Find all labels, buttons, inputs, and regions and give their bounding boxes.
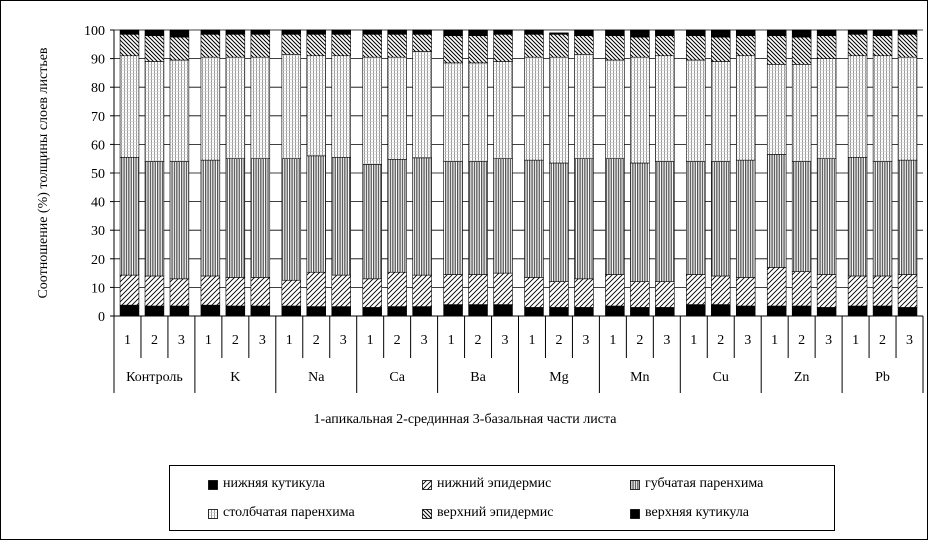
group-label: Mn xyxy=(630,370,650,385)
bar-segment-5 xyxy=(282,34,301,54)
sub-category-label: 2 xyxy=(150,333,158,348)
bar-segment-6 xyxy=(605,30,624,36)
bar-segment-5 xyxy=(170,37,189,60)
sub-category-label: 1 xyxy=(852,333,860,348)
bar-segment-4 xyxy=(201,57,220,160)
bar-segment-4 xyxy=(251,57,270,159)
bar-segment-5 xyxy=(550,34,569,57)
bar-segment-4 xyxy=(332,56,351,158)
bar-segment-6 xyxy=(494,30,513,34)
bar-segment-4 xyxy=(817,59,836,159)
bar-segment-2 xyxy=(574,279,593,308)
bar-segment-6 xyxy=(898,30,917,34)
stacked-bar-chart xyxy=(1,1,927,539)
bar-segment-6 xyxy=(145,30,164,36)
bar-segment-1 xyxy=(686,305,705,316)
bar-segment-5 xyxy=(686,36,705,60)
bar-segment-2 xyxy=(201,276,220,305)
sub-category-label: 3 xyxy=(906,333,914,348)
bar-segment-6 xyxy=(711,30,730,37)
bar-segment-3 xyxy=(736,160,755,277)
bar-segment-1 xyxy=(170,306,189,316)
bar-segment-3 xyxy=(307,156,326,272)
sub-category-label: 3 xyxy=(339,333,347,348)
bar-segment-4 xyxy=(711,61,730,161)
bar-segment-1 xyxy=(307,307,326,316)
bar-segment-3 xyxy=(630,163,649,282)
bar-segment-3 xyxy=(170,162,189,279)
y-axis-title: Соотношение (%) толщины слоев листьев xyxy=(36,47,51,299)
bar-segment-2 xyxy=(817,275,836,308)
legend-swatch xyxy=(422,480,432,490)
bar-segment-4 xyxy=(388,57,407,159)
bar-segment-4 xyxy=(282,54,301,158)
sub-category-label: 1 xyxy=(528,333,536,348)
bar-segment-5 xyxy=(792,37,811,64)
y-tick-label: 80 xyxy=(91,81,105,97)
bar-segment-1 xyxy=(792,306,811,316)
bar-segment-2 xyxy=(630,282,649,308)
bar-segment-1 xyxy=(145,306,164,316)
bar-segment-1 xyxy=(469,305,488,316)
bar-segment-4 xyxy=(145,61,164,161)
legend-label: верхний эпидермис xyxy=(437,505,554,520)
bar-segment-2 xyxy=(848,276,867,306)
bar-segment-6 xyxy=(574,30,593,36)
bar-segment-4 xyxy=(848,56,867,158)
bar-segment-2 xyxy=(792,272,811,306)
bar-segment-3 xyxy=(363,164,382,278)
bar-segment-3 xyxy=(251,159,270,278)
bar-segment-6 xyxy=(655,30,674,36)
sub-category-label: 3 xyxy=(420,333,428,348)
y-tick-label: 100 xyxy=(84,24,105,39)
legend-label: верхняя кутикула xyxy=(645,505,750,520)
y-tick-label: 50 xyxy=(91,167,105,182)
bar-segment-4 xyxy=(494,61,513,158)
bar-segment-3 xyxy=(444,162,463,275)
bar-segment-5 xyxy=(251,34,270,57)
sub-category-label: 2 xyxy=(879,333,887,348)
group-label: Zn xyxy=(793,370,810,385)
bar-segment-1 xyxy=(550,307,569,316)
bar-segment-4 xyxy=(550,57,569,163)
bar-segment-3 xyxy=(388,159,407,272)
bar-segment-3 xyxy=(550,163,569,282)
group-label: Pb xyxy=(875,370,890,385)
bar-segment-5 xyxy=(873,36,892,56)
bar-segment-1 xyxy=(848,306,867,316)
bar-segment-1 xyxy=(363,307,382,316)
bar-segment-2 xyxy=(363,279,382,308)
bar-segment-1 xyxy=(413,307,432,316)
bar-segment-5 xyxy=(120,34,139,55)
legend-swatch xyxy=(422,509,432,519)
bar-segment-2 xyxy=(444,275,463,305)
bar-segment-1 xyxy=(388,307,407,316)
legend-label: столбчатая паренхима xyxy=(223,505,355,520)
bar-segment-6 xyxy=(413,30,432,34)
bar-segment-4 xyxy=(873,56,892,162)
bar-segment-1 xyxy=(494,305,513,316)
bar-segment-3 xyxy=(413,158,432,275)
sub-category-label: 3 xyxy=(258,333,266,348)
bar-segment-6 xyxy=(817,30,836,36)
bar-segment-4 xyxy=(574,54,593,158)
bar-segment-1 xyxy=(574,307,593,316)
bar-segment-4 xyxy=(170,60,189,162)
bar-segment-1 xyxy=(444,305,463,316)
bar-segment-3 xyxy=(655,162,674,282)
y-tick-label: 40 xyxy=(91,195,105,211)
bar-segment-6 xyxy=(767,30,786,36)
group-label: Na xyxy=(308,370,325,385)
y-tick-label: 90 xyxy=(91,52,105,68)
bar-segment-6 xyxy=(550,33,569,34)
sub-category-label: 2 xyxy=(474,333,482,348)
bar-segment-5 xyxy=(388,34,407,57)
y-tick-label: 30 xyxy=(91,224,105,240)
bar-segment-4 xyxy=(630,57,649,163)
bar-segment-4 xyxy=(307,56,326,156)
bar-segment-4 xyxy=(686,60,705,162)
bar-segment-5 xyxy=(363,34,382,57)
bar-segment-6 xyxy=(170,30,189,37)
bar-segment-1 xyxy=(605,306,624,316)
bar-segment-5 xyxy=(574,36,593,55)
bar-segment-2 xyxy=(711,276,730,305)
y-tick-labels xyxy=(84,24,114,325)
bar-segment-1 xyxy=(898,307,917,316)
bar-segment-5 xyxy=(201,34,220,57)
bar-segment-2 xyxy=(251,277,270,306)
bar-segment-6 xyxy=(332,30,351,34)
bar-segment-6 xyxy=(792,30,811,37)
bar-segment-3 xyxy=(605,159,624,275)
sub-category-label: 3 xyxy=(744,333,752,348)
bar-segment-5 xyxy=(848,34,867,55)
bar-segment-1 xyxy=(226,306,245,316)
bar-segment-6 xyxy=(307,30,326,34)
bar-segment-4 xyxy=(120,56,139,158)
bar-segment-3 xyxy=(469,162,488,275)
bar-segment-2 xyxy=(388,272,407,306)
bar-segment-5 xyxy=(469,36,488,63)
bar-segment-6 xyxy=(282,30,301,34)
bar-segment-5 xyxy=(444,36,463,63)
sub-category-label: 2 xyxy=(555,333,563,348)
group-label: Ba xyxy=(470,370,486,385)
bar-segment-3 xyxy=(201,160,220,276)
bar-segment-2 xyxy=(605,275,624,306)
bar-segment-2 xyxy=(686,275,705,305)
bar-segment-4 xyxy=(792,64,811,161)
bar-segment-2 xyxy=(307,272,326,306)
bar-segment-5 xyxy=(736,36,755,56)
legend-swatch xyxy=(630,509,640,519)
bar-segment-5 xyxy=(817,36,836,59)
sub-category-label: 1 xyxy=(447,333,455,348)
bar-segment-2 xyxy=(282,280,301,306)
bar-segment-4 xyxy=(655,56,674,162)
sub-category-label: 2 xyxy=(393,333,401,348)
bar-segment-3 xyxy=(120,157,139,275)
bar-segment-3 xyxy=(494,159,513,273)
sub-category-label: 2 xyxy=(636,333,644,348)
sub-category-label: 3 xyxy=(177,333,185,348)
bar-segment-4 xyxy=(444,63,463,162)
bar-segment-3 xyxy=(145,162,164,276)
y-tick-label: 70 xyxy=(91,109,105,125)
bar-segment-5 xyxy=(145,36,164,62)
legend-swatch xyxy=(630,480,640,490)
bar-segment-2 xyxy=(469,275,488,305)
bar-segment-3 xyxy=(574,159,593,279)
legend-label: губчатая паренхима xyxy=(645,476,764,491)
bar-segment-1 xyxy=(201,305,220,316)
y-tick-label: 0 xyxy=(98,310,105,325)
bar-segment-1 xyxy=(120,305,139,316)
bar-segment-3 xyxy=(848,157,867,276)
bar-segment-2 xyxy=(767,267,786,306)
bar-segment-1 xyxy=(736,306,755,316)
bar-segment-6 xyxy=(525,30,544,34)
bar-segment-6 xyxy=(736,30,755,36)
bar-segment-1 xyxy=(251,306,270,316)
x-category-table xyxy=(114,316,923,393)
sub-category-label: 2 xyxy=(312,333,320,348)
bar-segment-6 xyxy=(469,30,488,36)
bar-segment-6 xyxy=(388,30,407,34)
bar-segment-2 xyxy=(525,277,544,307)
bar-segment-3 xyxy=(767,154,786,267)
y-tick-label: 10 xyxy=(91,281,105,297)
sub-category-label: 1 xyxy=(690,333,698,348)
bar-segment-6 xyxy=(251,30,270,34)
sub-category-label: 3 xyxy=(582,333,590,348)
sub-category-label: 2 xyxy=(798,333,806,348)
legend-label: нижняя кутикула xyxy=(223,476,325,491)
bar-segment-6 xyxy=(873,30,892,36)
bar-segment-6 xyxy=(226,30,245,34)
bar-segment-1 xyxy=(767,306,786,316)
bar-segment-5 xyxy=(307,34,326,55)
bar-segment-5 xyxy=(525,34,544,57)
y-tick-label: 20 xyxy=(91,252,105,268)
bar-segment-3 xyxy=(873,162,892,276)
bar-segment-3 xyxy=(332,157,351,275)
bar-segment-1 xyxy=(525,307,544,316)
bar-segment-4 xyxy=(363,57,382,164)
sub-category-label: 3 xyxy=(663,333,671,348)
group-label: Mg xyxy=(549,370,569,385)
bar-segment-4 xyxy=(469,63,488,162)
bar-segment-2 xyxy=(655,282,674,308)
bar-segment-2 xyxy=(898,275,917,308)
sub-category-label: 1 xyxy=(285,333,293,348)
legend xyxy=(169,465,835,531)
bar-segment-2 xyxy=(226,277,245,306)
bar-segment-3 xyxy=(817,159,836,275)
bar-segment-5 xyxy=(494,34,513,61)
bar-segment-4 xyxy=(736,56,755,160)
bar-segment-1 xyxy=(873,306,892,316)
sub-category-label: 1 xyxy=(366,333,374,348)
bar-segment-3 xyxy=(525,160,544,277)
bar-segment-6 xyxy=(444,30,463,36)
y-tick-label: 60 xyxy=(91,138,105,154)
sub-category-label: 1 xyxy=(123,333,131,348)
bar-segment-5 xyxy=(605,36,624,60)
bar-segment-5 xyxy=(630,37,649,57)
bar-segment-1 xyxy=(817,307,836,316)
bar-segment-4 xyxy=(226,57,245,159)
bar-segment-2 xyxy=(736,277,755,306)
bar-segment-6 xyxy=(686,30,705,36)
bar-segment-3 xyxy=(282,159,301,281)
sub-category-label: 1 xyxy=(204,333,212,348)
bar-segment-6 xyxy=(848,30,867,34)
bar-segment-5 xyxy=(413,34,432,51)
legend-swatch xyxy=(208,480,218,490)
x-axis-caption: 1-апикальная 2-срединная 3-базальная части листа xyxy=(313,412,617,427)
bar-segment-4 xyxy=(605,60,624,159)
bar-segment-3 xyxy=(711,162,730,276)
bar-segment-5 xyxy=(655,36,674,56)
bar-segment-5 xyxy=(898,34,917,57)
group-label: K xyxy=(230,370,241,385)
sub-category-label: 1 xyxy=(771,333,779,348)
bar-segment-5 xyxy=(226,34,245,57)
bar-segment-1 xyxy=(282,306,301,316)
bar-segment-1 xyxy=(332,307,351,316)
bar-segment-5 xyxy=(711,37,730,61)
sub-category-label: 3 xyxy=(501,333,509,348)
bar-segment-4 xyxy=(413,51,432,157)
group-label: Cu xyxy=(712,370,729,385)
bar-segment-6 xyxy=(201,30,220,34)
bar-segment-5 xyxy=(332,34,351,55)
bar-segment-2 xyxy=(170,279,189,306)
bar-segment-3 xyxy=(226,159,245,278)
legend-swatch xyxy=(208,509,218,519)
bar-segment-2 xyxy=(550,282,569,308)
bar-segment-4 xyxy=(767,64,786,154)
bar-segment-6 xyxy=(120,30,139,34)
group-label: Ca xyxy=(389,370,405,385)
legend-label: нижний эпидермис xyxy=(437,476,552,491)
bar-segment-1 xyxy=(655,307,674,316)
bar-segment-4 xyxy=(525,57,544,160)
bar-segment-5 xyxy=(767,36,786,65)
bar-segment-3 xyxy=(792,162,811,272)
bar-segment-1 xyxy=(630,307,649,316)
bar-segment-2 xyxy=(332,275,351,306)
bar-segment-3 xyxy=(686,162,705,275)
bar-segment-2 xyxy=(145,276,164,306)
bar-segment-2 xyxy=(873,276,892,306)
sub-category-label: 2 xyxy=(717,333,725,348)
bar-segment-6 xyxy=(363,30,382,34)
sub-category-label: 2 xyxy=(231,333,239,348)
bar-segment-4 xyxy=(898,57,917,160)
bar-segment-2 xyxy=(413,275,432,306)
bar-segment-2 xyxy=(120,275,139,305)
sub-category-label: 1 xyxy=(609,333,617,348)
bar-segment-6 xyxy=(630,30,649,37)
sub-category-label: 3 xyxy=(825,333,833,348)
bar-segment-3 xyxy=(898,160,917,274)
bar-segment-2 xyxy=(494,273,513,304)
group-label: Контроль xyxy=(126,370,183,385)
bar-segment-1 xyxy=(711,305,730,316)
